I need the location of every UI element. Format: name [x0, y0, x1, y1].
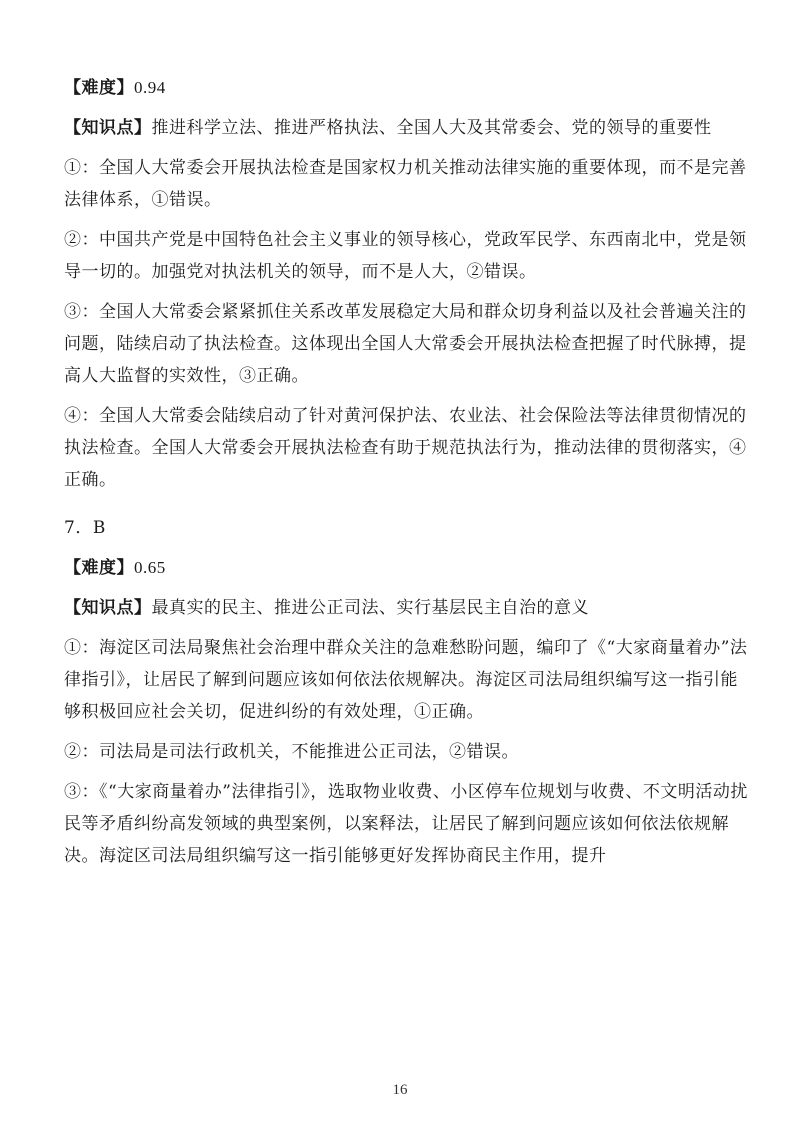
analysis-item-2: ②：司法局是司法行政机关，不能推进公正司法，②错误。 [64, 742, 519, 762]
difficulty-tag: 【难度】 [64, 78, 134, 98]
difficulty-line [64, 72, 754, 104]
answer-line: 7．B [64, 518, 106, 538]
knowledge-text: 推进科学立法、推进严格执法、全国人大及其常委会、党的领导的重要性 [151, 118, 712, 138]
knowledge-text: 最真实的民主、推进公正司法、实行基层民主自治的意义 [151, 598, 589, 618]
analysis-item-1: ①：海淀区司法局聚焦社会治理中群众关注的急难愁盼问题，编印了《“大家商量着办”法律指引》，让居民了解到问题应该如何依法依规解决。海淀区司法局组织编写这一指引能够积极回应社会关切，促进纠纷的有效处理，①正确。 [64, 638, 748, 722]
analysis-item-2: ②：中国共产党是中国特色社会主义事业的领导核心，党政军民学、东西南北中，党是领导一切的。加强党对执法机关的领导，而不是人大，②错误。 [64, 230, 747, 282]
difficulty-tag: 【难度】 [64, 558, 134, 578]
analysis-item-4: ④：全国人大常委会陆续启动了针对黄河保护法、农业法、社会保险法等法律贯彻情况的执法检查。全国人大常委会开展执法检查有助于规范执法行为，推动法律的贯彻落实，④正确。 [64, 406, 747, 490]
analysis-item-1: ①：全国人大常委会开展执法检查是国家权力机关推动法律实施的重要体现，而不是完善法律体系，①错误。 [64, 158, 747, 210]
page-number: 16 [392, 1082, 408, 1098]
knowledge-tag: 【知识点】 [64, 118, 152, 138]
analysis-item-3: ③：《“大家商量着办”法律指引》，选取物业收费、小区停车位规划与收费、不文明活动扰民等矛盾纠纷高发领域的典型案例，以案释法，让居民了解到问题应该如何依法依规解决。海淀区司法局组织编写这一指引能够更好发挥协商民主作用，提升 [64, 782, 748, 866]
knowledge-line [64, 112, 754, 144]
knowledge-tag: 【知识点】 [64, 598, 152, 618]
difficulty-line [64, 552, 754, 584]
difficulty-value: 0.94 [134, 78, 166, 97]
knowledge-line [64, 592, 754, 624]
document-page [64, 72, 754, 880]
analysis-item-3: ③：全国人大常委会紧紧抓住关系改革发展稳定大局和群众切身利益以及社会普遍关注的问题，陆续启动了执法检查。这体现出全国人大常委会开展执法检查把握了时代脉搏，提高人大监督的实效性，③正确。 [64, 302, 747, 386]
difficulty-value: 0.65 [134, 558, 166, 577]
